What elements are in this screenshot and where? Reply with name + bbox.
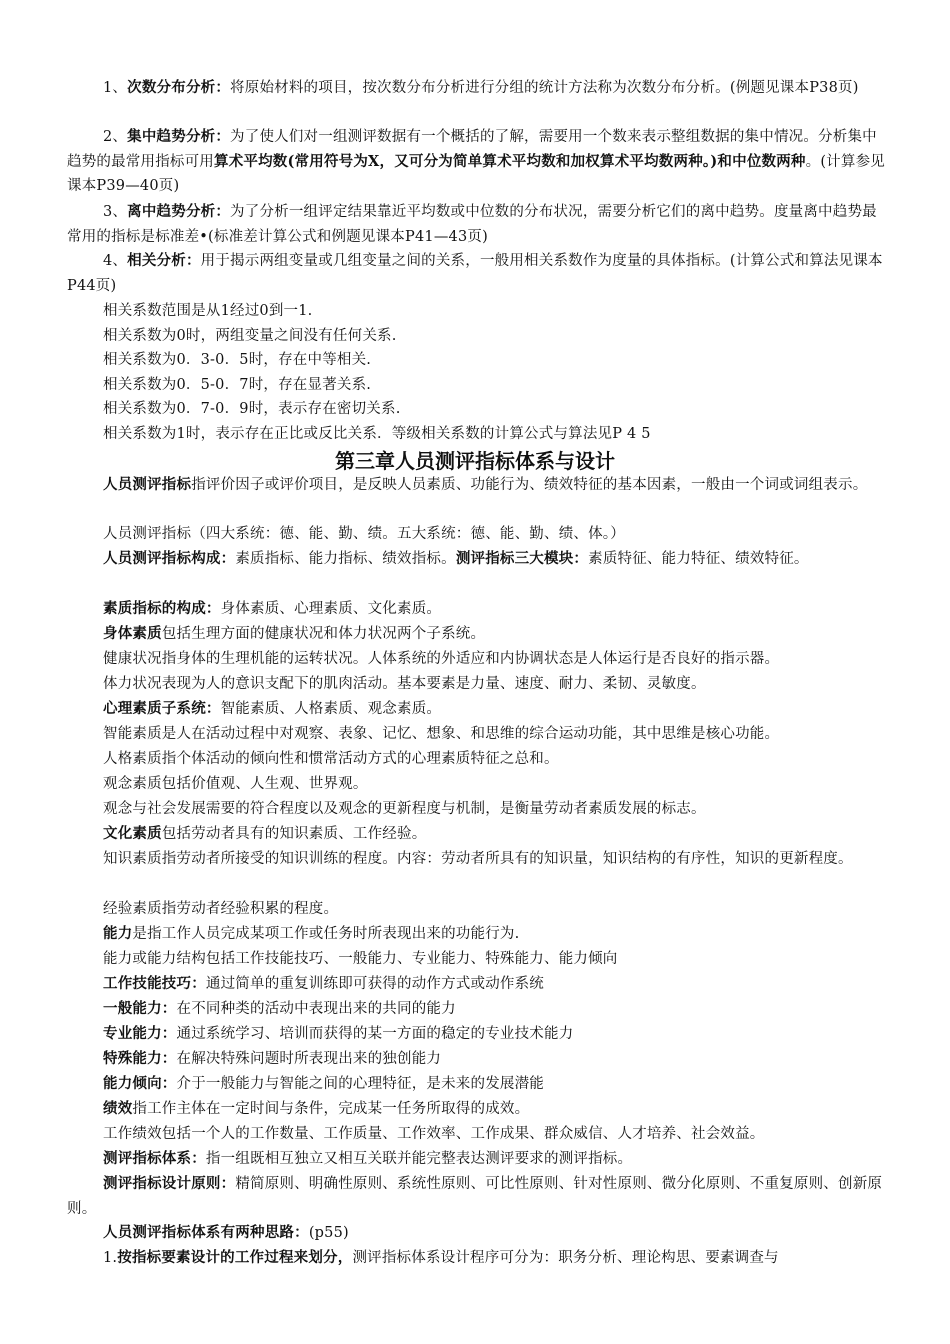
para-approach-one [67, 1246, 885, 1271]
text-psych-quality: 智能素质、人格素质、观念素质。 [220, 701, 442, 717]
correlation-range: 相关系数范围是从1经过0到一1. [103, 303, 313, 319]
item-number: 4、 [103, 253, 128, 269]
term-physical-quality: 身体素质 [103, 625, 162, 642]
term-correlation: 相关分析： [127, 252, 201, 269]
text-central-tendency-ref: 。(计算参见课本P39—40页) [67, 153, 885, 194]
para-psych-quality [67, 697, 885, 722]
para-design-principles [67, 1172, 885, 1221]
item-number: 3、 [103, 204, 128, 220]
para-correlation [67, 249, 885, 298]
text-correlation: 用于揭示两组变量或几组变量之间的关系，一般用相关系数作为度量的具体指标。(计算公式和算法见课本P44页) [67, 253, 883, 294]
para-physical-quality [67, 622, 885, 647]
text-special-ability: 在解决特殊问题时所表现出来的独创能力 [176, 1051, 442, 1067]
text-two-approaches: (p55) [308, 1225, 349, 1241]
text-frequency-distribution: 将原始材料的项目，按次数分布分析进行分组的统计方法称为次数分布分析。(例题见课本P38页) [230, 80, 859, 96]
term-ability: 能力 [103, 925, 133, 942]
term-performance: 绩效 [103, 1100, 133, 1117]
text-dispersion: 为了分析一组评定结果靠近平均数或中位数的分布状况，需要分析它们的离中趋势。度量离中趋势最常用的指标是标准差•(标准差计算公式和例题见课本P41—43页) [67, 204, 877, 245]
term-work-skills: 工作技能技巧： [103, 975, 206, 992]
para-physical-strength: 体力状况表现为人的意识支配下的肌肉活动。基本要素是力量、速度、耐力、柔韧、灵敏度。 [103, 676, 706, 692]
para-knowledge-quality: 知识素质指劳动者所接受的知识训练的程度。内容：劳动者所具有的知识量，知识结构的有序性，知识的更新程度。 [103, 851, 853, 867]
text-composition: 素质指标、能力指标、绩效指标。 [235, 551, 456, 567]
text-general-ability: 在不同种类的活动中表现出来的共同的能力 [176, 1001, 456, 1017]
para-frequency-distribution [67, 76, 885, 101]
term-central-tendency: 集中趋势分析： [127, 128, 231, 145]
para-performance-definition [67, 1097, 885, 1122]
para-work-performance: 工作绩效包括一个人的工作数量、工作质量、工作效率、工作成果、群众威信、人才培养、社会效益。 [103, 1126, 765, 1142]
para-special-ability [67, 1047, 885, 1072]
text-work-skills: 通过简单的重复训练即可获得的动作方式或动作系统 [205, 976, 545, 992]
para-central-tendency [67, 125, 885, 199]
para-indicator-definition [67, 473, 885, 498]
correlation-close: 相关系数为0．7-0．9时，表示存在密切关系. [103, 401, 401, 417]
correlation-significant: 相关系数为0．5-0．7时，存在显著关系. [103, 377, 372, 393]
text-design-principles: 精简原则、明确性原则、系统性原则、可比性原则、针对性原则、微分化原则、不重复原则、创新原则。 [67, 1176, 883, 1217]
para-indicator-system [67, 1147, 885, 1172]
text-three-modules: 素质特征、能力特征、绩效特征。 [588, 551, 809, 567]
term-two-approaches: 人员测评指标体系有两种思路： [103, 1224, 309, 1241]
para-quality-composition [67, 597, 885, 622]
term-indicator-system: 测评指标体系： [103, 1150, 206, 1167]
para-indicator-systems: 人员测评指标（四大系统：德、能、勤、绩。五大系统：德、能、勤、绩、体。） [103, 526, 625, 542]
term-aptitude: 能力倾向： [103, 1075, 177, 1092]
para-concept-development: 观念与社会发展需要的符合程度以及观念的更新程度与机制，是衡量劳动者素质发展的标志。 [103, 801, 706, 817]
para-work-skills [67, 972, 885, 997]
text-indicator: 指评价因子或评价项目，是反映人员素质、功能行为、绩效特征的基本因素，一般由一个词或词组表示。 [191, 477, 868, 493]
term-frequency-distribution: 次数分布分析： [127, 79, 231, 96]
text-aptitude: 介于一般能力与智能之间的心理特征，是未来的发展潜能 [176, 1076, 544, 1092]
text-central-tendency: 为了使人们对一组测评数据有一个概括的了解，需要用一个数来表示整组数据的集中情况。分析集中趋势的最常用指标可用 [67, 129, 877, 170]
term-quality-composition: 素质指标的构成： [103, 600, 221, 617]
term-professional-ability: 专业能力： [103, 1025, 177, 1042]
para-concept-quality: 观念素质包括价值观、人生观、世界观。 [103, 776, 368, 792]
para-aptitude [67, 1072, 885, 1097]
para-intellectual-quality: 智能素质是人在活动过程中对观察、表象、记忆、想象、和思维的综合运动功能，其中思维是核心功能。 [103, 726, 780, 742]
para-dispersion [67, 200, 885, 249]
term-composition: 人员测评指标构成： [103, 550, 236, 567]
para-indicator-composition [67, 547, 885, 572]
term-special-ability: 特殊能力： [103, 1050, 177, 1067]
term-general-ability: 一般能力： [103, 1000, 177, 1017]
para-experience-quality: 经验素质指劳动者经验积累的程度。 [103, 901, 339, 917]
correlation-zero: 相关系数为0时，两组变量之间没有任何关系. [103, 328, 397, 344]
text-quality-composition: 身体素质、心理素质、文化素质。 [220, 601, 442, 617]
para-ability-structure: 能力或能力结构包括工作技能技巧、一般能力、专业能力、特殊能力、能力倾向 [103, 951, 618, 967]
item-number: 1、 [103, 80, 128, 96]
chapter-title: 第三章人员测评指标体系与设计 [335, 449, 615, 473]
term-indicator: 人员测评指标 [103, 476, 192, 493]
para-professional-ability [67, 1022, 885, 1047]
term-approach-one: 按指标要素设计的工作过程来划分， [117, 1249, 353, 1266]
correlation-perfect: 相关系数为1时，表示存在正比或反比关系．等级相关系数的计算公式与算法见P 4 5 [103, 426, 651, 442]
item-number: 2、 [103, 129, 128, 145]
para-personality-quality: 人格素质指个体活动的倾向性和惯常活动方式的心理素质特征之总和。 [103, 751, 559, 767]
term-three-modules: 测评指标三大模块： [455, 550, 589, 567]
correlation-moderate: 相关系数为0．3-0．5时，存在中等相关. [103, 352, 372, 368]
para-general-ability [67, 997, 885, 1022]
para-cultural-quality [67, 822, 885, 847]
text-approach-one: 测评指标体系设计程序可分为：职务分析、理论构思、要素调查与 [352, 1250, 779, 1266]
para-health-status: 健康状况指身体的生理机能的运转状况。人体系统的外适应和内协调状态是人体运行是否良好的指示器。 [103, 651, 780, 667]
item-number: 1. [103, 1250, 118, 1266]
bold-mean-median: 算术平均数(常用符号为X，又可分为简单算术平均数和加权算术平均数两种。)和中位数两种 [214, 152, 806, 170]
text-ability: 是指工作人员完成某项工作或任务时所表现出来的功能行为. [132, 926, 520, 942]
text-cultural-quality: 包括劳动者具有的知识素质、工作经验。 [161, 826, 427, 842]
text-performance: 指工作主体在一定时间与条件，完成某一任务所取得的成效。 [132, 1101, 530, 1117]
term-psych-quality: 心理素质子系统： [103, 700, 221, 717]
para-ability-definition [67, 922, 885, 947]
text-physical-quality: 包括生理方面的健康状况和体力状况两个子系统。 [161, 626, 486, 642]
term-cultural-quality: 文化素质 [103, 825, 162, 842]
term-design-principles: 测评指标设计原则： [103, 1175, 236, 1192]
text-indicator-system: 指一组既相互独立又相互关联并能完整表达测评要求的测评指标。 [205, 1151, 633, 1167]
para-two-approaches [67, 1221, 885, 1246]
term-dispersion: 离中趋势分析： [127, 203, 231, 220]
text-professional-ability: 通过系统学习、培训而获得的某一方面的稳定的专业技术能力 [176, 1026, 574, 1042]
